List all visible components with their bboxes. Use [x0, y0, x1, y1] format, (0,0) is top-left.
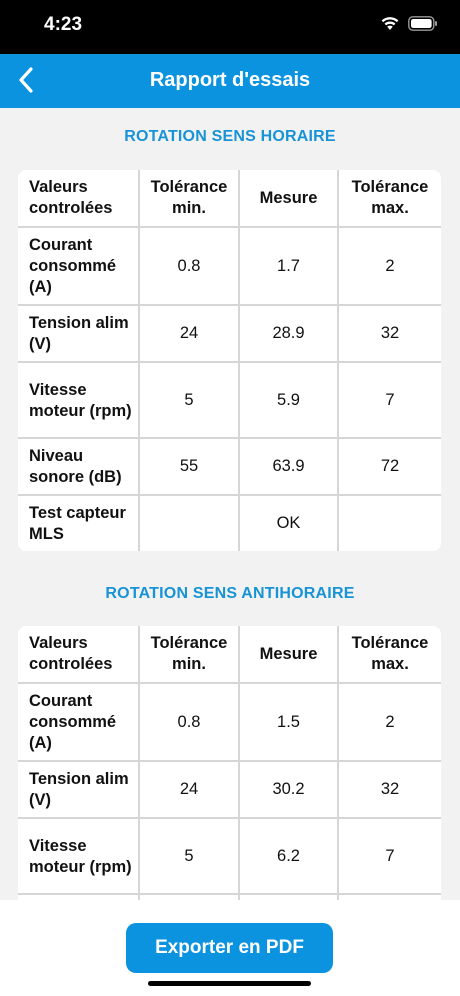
- export-pdf-button[interactable]: Exporter en PDF: [126, 923, 333, 973]
- row-label: Tension alim (V): [18, 761, 139, 818]
- results-table-counterclockwise: [18, 626, 441, 900]
- cell-min: 5: [139, 362, 239, 438]
- cell-max: 72: [338, 438, 441, 495]
- home-indicator[interactable]: [148, 981, 311, 986]
- header-measure: Mesure: [239, 626, 338, 683]
- cell-min: 55: [139, 438, 239, 495]
- cell-max: 2: [338, 683, 441, 761]
- row-label: Tension alim (V): [18, 305, 139, 362]
- header-min-tolerance: Tolérance min.: [139, 626, 239, 683]
- cell-max: 2: [338, 227, 441, 305]
- header-max-tolerance: Tolérance max.: [338, 170, 441, 227]
- table-row: [18, 438, 441, 495]
- table-row: [18, 362, 441, 438]
- cell-max: 32: [338, 305, 441, 362]
- header-measure: Mesure: [239, 170, 338, 227]
- cell-max: 7: [338, 362, 441, 438]
- cell-min: 24: [139, 305, 239, 362]
- table-row: [18, 495, 441, 551]
- cell-min: 5: [139, 818, 239, 894]
- report-content[interactable]: [0, 108, 460, 900]
- row-label: Courant consommé (A): [18, 683, 139, 761]
- bottom-bar: [0, 900, 460, 996]
- cell-measure: 28.9: [239, 305, 338, 362]
- cell-measure: 30.2: [239, 761, 338, 818]
- cell-measure: 1.5: [239, 683, 338, 761]
- header-controlled-values: Valeurs controlées: [18, 170, 139, 227]
- table-header-row: [18, 170, 441, 227]
- table-row: [18, 227, 441, 305]
- row-label: Courant consommé (A): [18, 227, 139, 305]
- table-row: [18, 305, 441, 362]
- page-title: Rapport d'essais: [149, 69, 311, 91]
- table-row: [18, 818, 441, 894]
- wifi-icon: [380, 15, 400, 31]
- cell-min: 0.8: [139, 227, 239, 305]
- status-time: 4:23: [44, 14, 83, 35]
- table-header-row: [18, 626, 441, 683]
- battery-icon: [408, 16, 438, 31]
- status-icons: [380, 15, 438, 31]
- row-label: Vitesse moteur (rpm): [18, 362, 139, 438]
- header-max-tolerance: Tolérance max.: [338, 626, 441, 683]
- row-label: Niveau sonore (dB): [18, 438, 139, 495]
- status-bar: [0, 0, 460, 54]
- cell-measure: 6.2: [239, 818, 338, 894]
- cell-min: [139, 495, 239, 551]
- header-min-tolerance: Tolérance min.: [139, 170, 239, 227]
- cell-min: 0.8: [139, 683, 239, 761]
- table-row: [18, 683, 441, 761]
- cell-min: 24: [139, 761, 239, 818]
- row-label: Vitesse moteur (rpm): [18, 818, 139, 894]
- cell-measure: 5.9: [239, 362, 338, 438]
- row-label: Test capteur MLS: [18, 495, 139, 551]
- header-controlled-values: Valeurs controlées: [18, 626, 139, 683]
- results-table-clockwise: [18, 170, 441, 551]
- cell-max: 7: [338, 818, 441, 894]
- cell-max: [338, 495, 441, 551]
- cell-measure: 63.9: [239, 438, 338, 495]
- section-title-clockwise: ROTATION SENS HORAIRE: [124, 128, 336, 145]
- nav-bar: [0, 54, 460, 108]
- cell-measure: OK: [239, 495, 338, 551]
- cell-measure: 1.7: [239, 227, 338, 305]
- table-row: [18, 761, 441, 818]
- cell-max: 32: [338, 761, 441, 818]
- section-title-counterclockwise: ROTATION SENS ANTIHORAIRE: [105, 585, 355, 602]
